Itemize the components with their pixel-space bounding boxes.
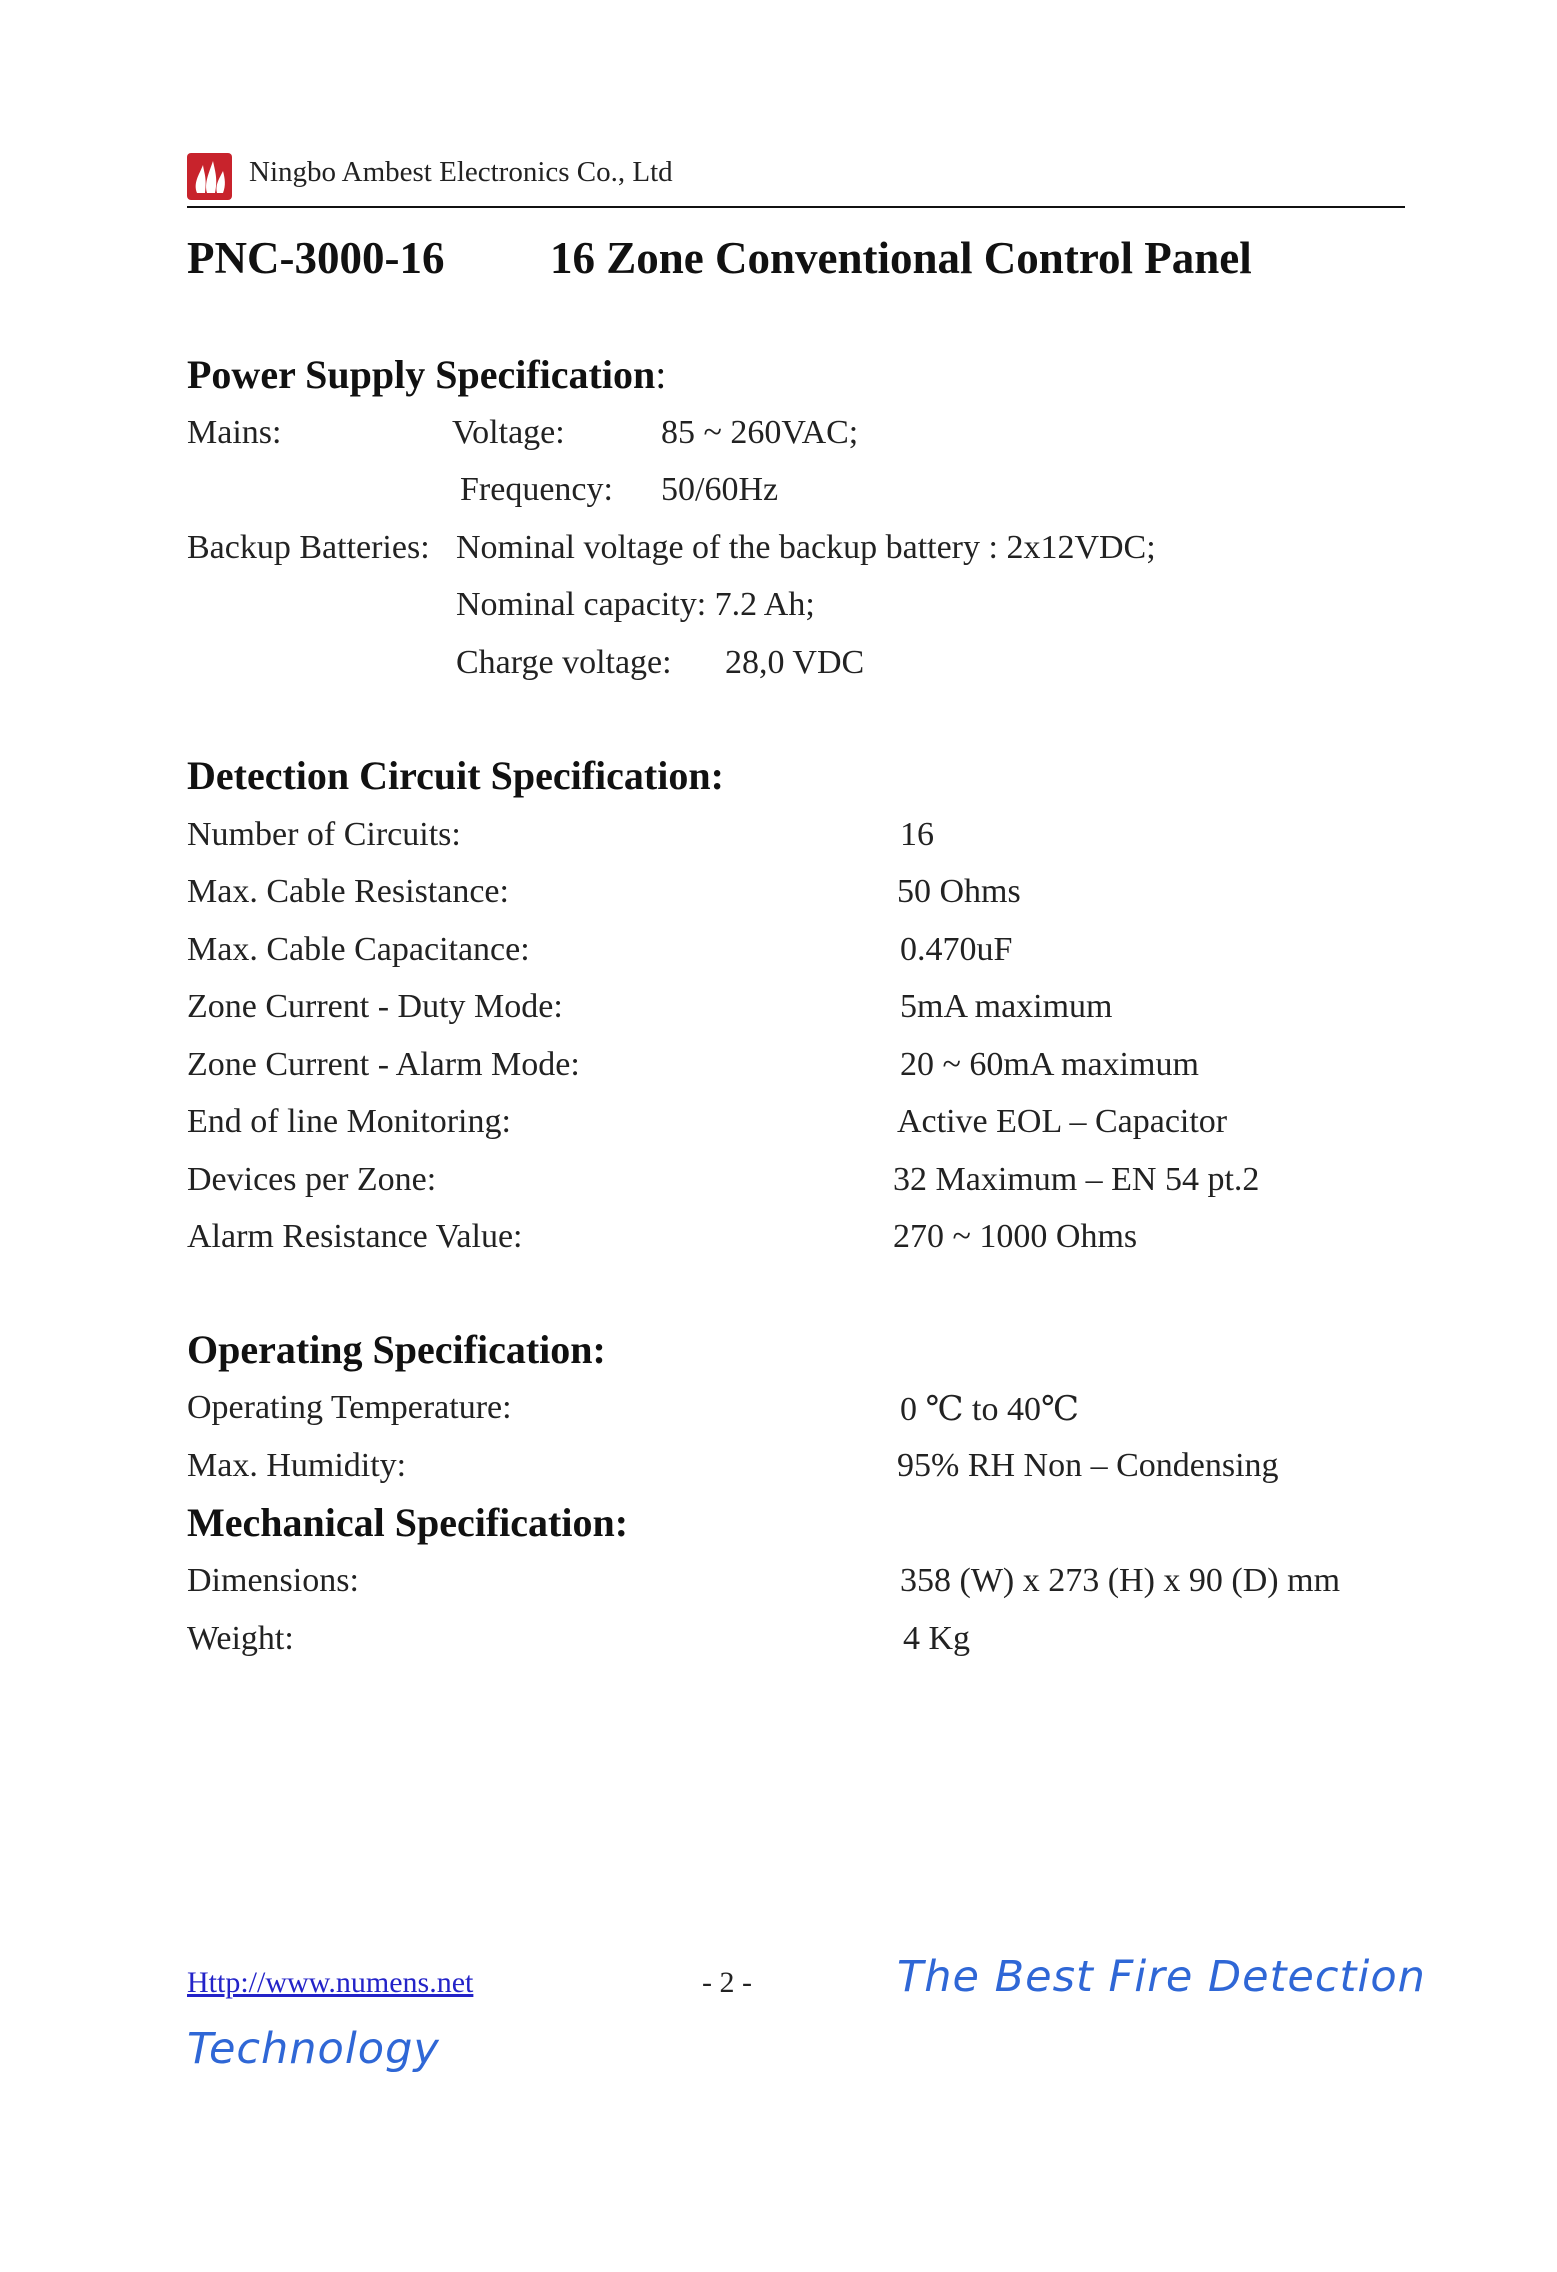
frequency-value: 50/60Hz <box>661 471 779 508</box>
slogan-line-2: Technology <box>187 2024 440 2074</box>
spec-label: Zone Current - Alarm Mode: <box>187 1046 580 1083</box>
mains-label: Mains: <box>187 414 282 451</box>
spec-value: 20 ~ 60mA maximum <box>900 1046 1199 1083</box>
spec-value: 95% RH Non – Condensing <box>897 1447 1279 1484</box>
spec-label: Weight: <box>187 1620 294 1657</box>
spec-label: Max. Cable Resistance: <box>187 873 509 910</box>
spec-value: 50 Ohms <box>897 873 1021 910</box>
spec-label: End of line Monitoring: <box>187 1103 511 1140</box>
nominal-capacity: Nominal capacity: 7.2 Ah; <box>456 586 815 623</box>
spec-value: 270 ~ 1000 Ohms <box>893 1218 1138 1255</box>
spec-value: Active EOL – Capacitor <box>897 1103 1228 1140</box>
mechanical-heading: Mechanical Specification: <box>187 1500 629 1545</box>
company-name: Ningbo Ambest Electronics Co., Ltd <box>249 156 673 188</box>
spec-label: Operating Temperature: <box>187 1389 512 1426</box>
spec-value: 5mA maximum <box>900 988 1113 1025</box>
spec-label: Alarm Resistance Value: <box>187 1218 523 1255</box>
spec-value: 358 (W) x 273 (H) x 90 (D) mm <box>900 1562 1341 1599</box>
frequency-label: Frequency: <box>460 471 613 508</box>
spec-value: 32 Maximum – EN 54 pt.2 <box>893 1161 1260 1198</box>
spec-value: 4 Kg <box>903 1620 971 1657</box>
website-link[interactable]: Http://www.numens.net <box>187 1966 474 1999</box>
detection-circuit-heading: Detection Circuit Specification: <box>187 753 724 798</box>
voltage-label: Voltage: <box>452 414 565 451</box>
backup-batteries-label: Backup Batteries: <box>187 529 430 566</box>
model-number: PNC-3000-16 <box>187 233 445 283</box>
spec-label: Max. Humidity: <box>187 1447 407 1484</box>
power-supply-heading: Power Supply Specification: <box>187 352 667 397</box>
spec-value: 0.470uF <box>900 931 1013 968</box>
spec-label: Devices per Zone: <box>187 1161 437 1198</box>
page-header <box>187 150 1405 206</box>
spec-label: Dimensions: <box>187 1562 359 1599</box>
document-title <box>187 232 1252 284</box>
spec-label: Number of Circuits: <box>187 816 461 853</box>
header-rule <box>187 206 1405 208</box>
spec-value: 0 ℃ to 40℃ <box>900 1391 1080 1428</box>
spec-label: Max. Cable Capacitance: <box>187 931 530 968</box>
page-number: - 2 - <box>702 1966 752 1999</box>
spec-label: Zone Current - Duty Mode: <box>187 988 563 1025</box>
product-name: 16 Zone Conventional Control Panel <box>550 233 1252 283</box>
voltage-value: 85 ~ 260VAC; <box>661 414 859 451</box>
charge-voltage-value: 28,0 VDC <box>725 644 865 681</box>
spec-value: 16 <box>900 816 934 853</box>
flame-logo-icon <box>187 153 232 200</box>
operating-heading: Operating Specification: <box>187 1327 606 1372</box>
slogan-line-1: The Best Fire Detection <box>897 1952 1426 2002</box>
charge-voltage-label: Charge voltage: <box>456 644 672 681</box>
nominal-voltage: Nominal voltage of the backup battery : 2x12VDC; <box>456 529 1156 566</box>
